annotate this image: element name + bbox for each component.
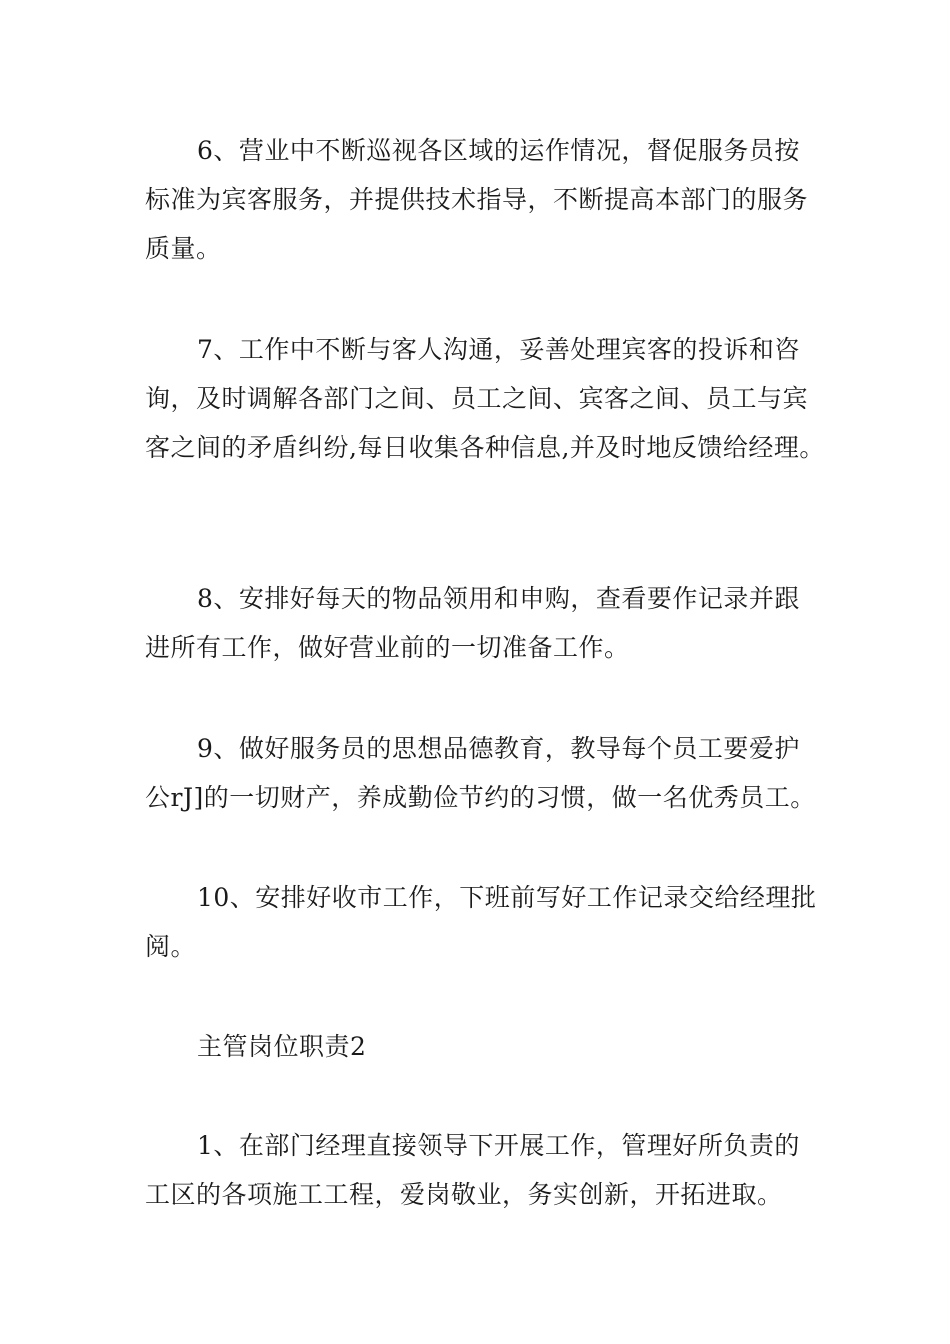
paragraph-item-6: 6、营业中不断巡视各区域的运作情况，督促服务员按标准为宾客服务，并提供技术指导，不断提高本部门的服务质量。 [145,136,809,263]
paragraph-item-9: 9、做好服务员的思想品德教育，教导每个员工要爱护公rJ]的一切财产，养成勤俭节约的习惯，做一名优秀员工。 [145,734,816,812]
section-heading: 主管岗位职责2 [197,1032,367,1061]
paragraph-item-7: 7、工作中不断与客人沟通，妥善处理宾客的投诉和咨询，及时调解各部门之间、员工之间、宾客之间、员工与宾客之间的矛盾纠纷,每日收集各种信息,并及时地反馈给经理。 [145,335,825,462]
paragraph-item-1: 1、在部门经理直接领导下开展工作，管理好所负责的工区的各项施工工程，爱岗敬业，务实创新，开拓进取。 [145,1131,800,1209]
paragraph-item-10: 10、安排好收市工作，下班前写好工作记录交给经理批阅。 [145,883,817,961]
paragraph-item-8: 8、安排好每天的物品领用和申购，查看要作记录并跟进所有工作，做好营业前的一切准备工作。 [145,584,800,662]
